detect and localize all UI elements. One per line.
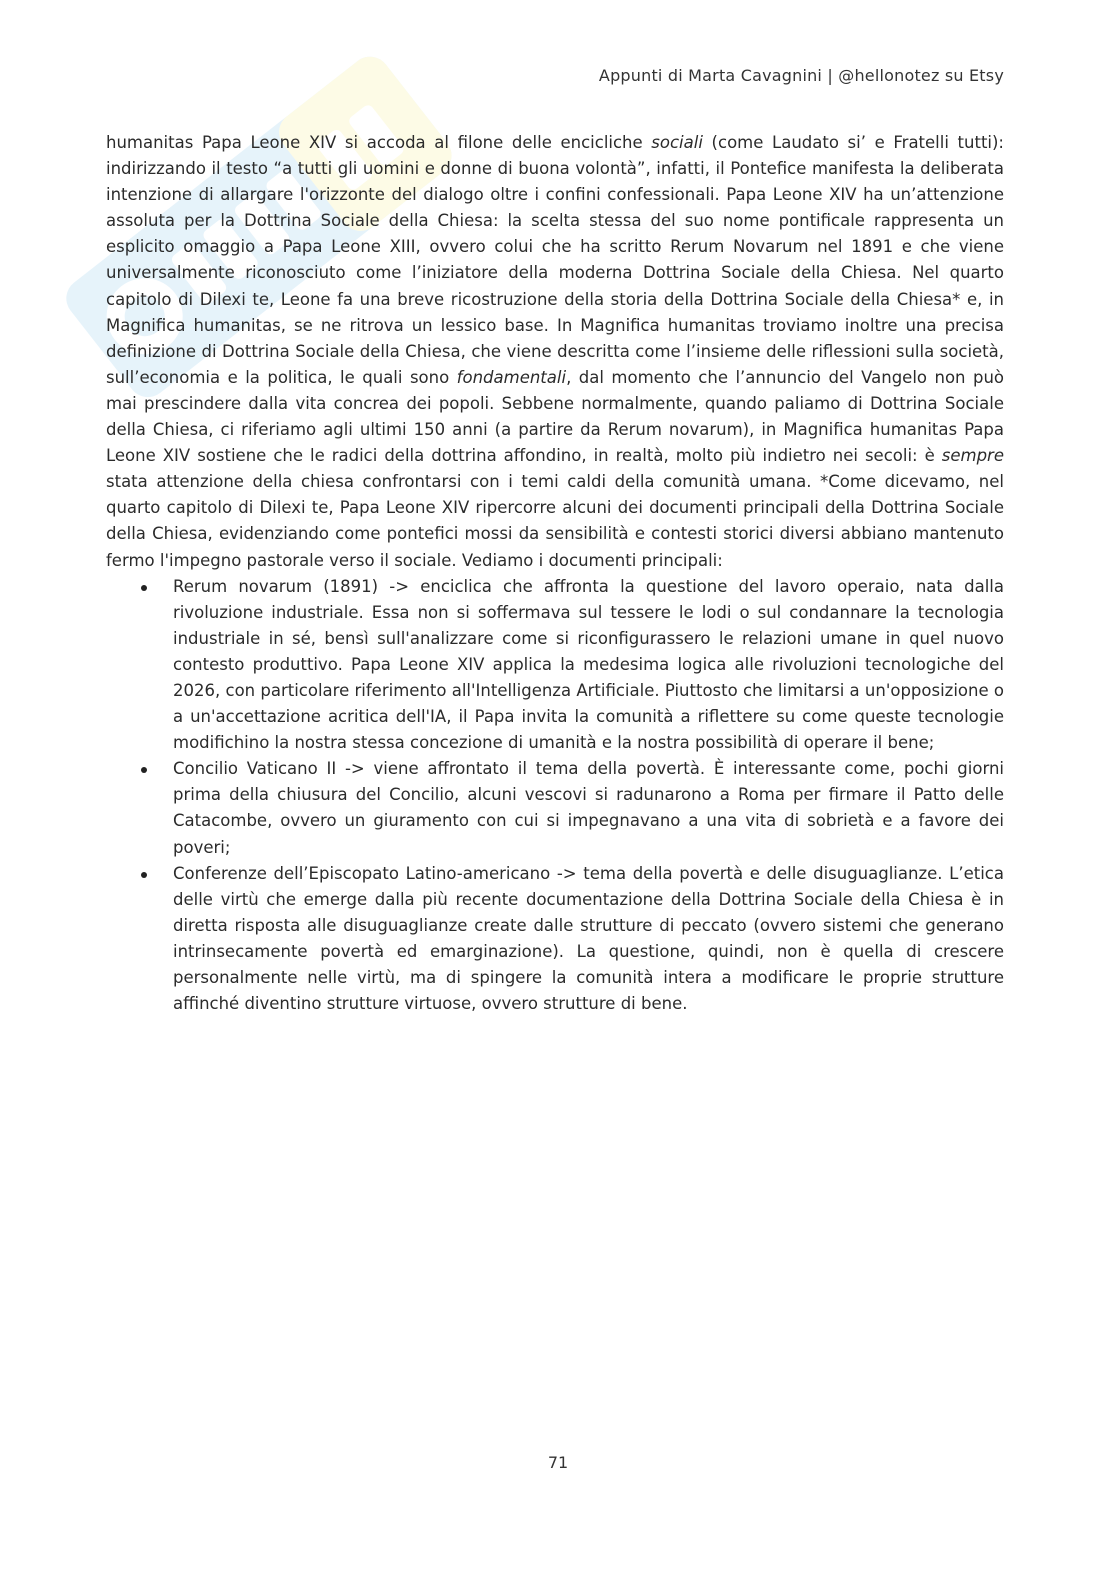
paragraph-emphasis-1: sociali — [651, 133, 703, 152]
page-number: 71 — [547, 1453, 569, 1472]
bullet-icon — [141, 585, 147, 591]
paragraph-emphasis-3: sempre — [941, 446, 1004, 466]
page-header — [599, 66, 1004, 85]
paragraph-emphasis-2: fondamentali — [456, 367, 567, 387]
list-item — [106, 574, 1004, 757]
list-item-text: Rerum novarum (1891) -> enciclica che affronta la questione del lavoro operaio, nata dalla rivoluzione industriale. Essa non si soffermava sul tessere le lodi o sul condannare la tecnologia industriale in sé, bensì sull'analizzare come si riconfigurassero le relazioni umane in quel nuovo contesto produttivo. Papa Leone XIV applica la medesima logica alle rivoluzioni tecnologiche del 2026, con particolare riferimento all'Intelligenza Artificiale. Piuttosto che limitarsi a un'opposizione o a un'accettazione acritica dell'IA, il Papa invita la comunità a riflettere su come queste tecnologie modifichino la nostra stessa concezione di umanità e la nostra possibilità di operare il bene; — [173, 576, 1004, 753]
paragraph-part-3: , dal momento che l’annuncio del Vangelo non può mai prescindere dalla vita concrea dei popoli. Sebbene normalmente, quando paliamo di Dottrina Sociale della Chiesa, ci riferiamo agli ultimi 150 anni (a partire da Rerum novarum), in Magnifica humanitas Papa Leone XIV sostiene che le radici della dottrina affondino, in realtà, molto più indietro nei secoli: è — [106, 367, 1004, 466]
list-item — [106, 756, 1004, 860]
main-content — [106, 130, 1004, 1017]
paragraph-part-2: (come Laudato si’ e Fratelli tutti): indirizzando il testo “a tutti gli uomini e donne di buona volontà”, infatti, il Pontefice manifesta la deliberata intenzione di allargare l'orizzonte del dialogo oltre i confini confessionali. Papa Leone XIV ha un’attenzione assoluta per la Dottrina Sociale della Chiesa: la scelta stessa del suo nome pontificale rappresenta un esplicito omaggio a Papa Leone XIII, ovvero colui che ha scritto Rerum Novarum nel 1891 e che viene universalmente riconosciuto come l’iniziatore della moderna Dottrina Sociale della Chiesa. Nel quarto capitolo di Dilexi te, Leone fa una breve ricostruzione della storia della Dottrina Sociale della Chiesa* e, in Magnifica humanitas, se ne ritrova un lessico base. In Magnifica humanitas troviamo inoltre una precisa definizione di Dottrina Sociale della Chiesa, che viene descritta come l’insieme delle riflessioni sulla società, sull’economia e la politica, le quali sono — [106, 133, 1004, 387]
list-item-text: Concilio Vaticano II -> viene affrontato il tema della povertà. È interessante come, pochi giorni prima della chiusura del Concilio, alcuni vescovi si radunarono a Roma per firmare il Patto delle Catacombe, ovvero un giuramento con cui si impegnavano a una vita di sobrietà e a favore dei poveri; — [173, 759, 1004, 857]
body-paragraph — [106, 130, 1004, 574]
paragraph-part-4: stata attenzione della chiesa confrontarsi con i temi caldi della comunità umana. *Come dicevamo, nel quarto capitolo di Dilexi te, Papa Leone XIV ripercorre alcuni dei documenti principali della Dottrina Sociale della Chiesa, evidenziando come pontefici mossi da sensibilità e contesti storici diversi abbiano mantenuto fermo l'impegno pastorale verso il sociale. Vediamo i documenti principali: — [106, 472, 1004, 570]
header-text: Appunti di Marta Cavagnini | @hellonotez su Etsy — [598, 66, 1004, 85]
bullet-icon — [141, 767, 147, 773]
list-item-text: Conferenze dell’Episcopato Latino-americano -> tema della povertà e delle disuguaglianze. L’etica delle virtù che emerge dalla più recente documentazione della Dottrina Sociale della Chiesa è in diretta risposta alle disuguaglianze create dalle strutture di peccato (ovvero sistemi che generano intrinsecamente povertà ed emarginazione). La questione, quindi, non è quella di crescere personalmente nelle virtù, ma di spingere la comunità intera a modificare le proprie strutture affinché diventino strutture virtuose, ovvero strutture di bene. — [173, 863, 1004, 1014]
list-item — [106, 861, 1004, 1018]
document-list — [106, 574, 1004, 1018]
paragraph-part-1: humanitas Papa Leone XIV si accoda al filone delle encicliche — [106, 133, 652, 152]
bullet-icon — [141, 872, 147, 878]
